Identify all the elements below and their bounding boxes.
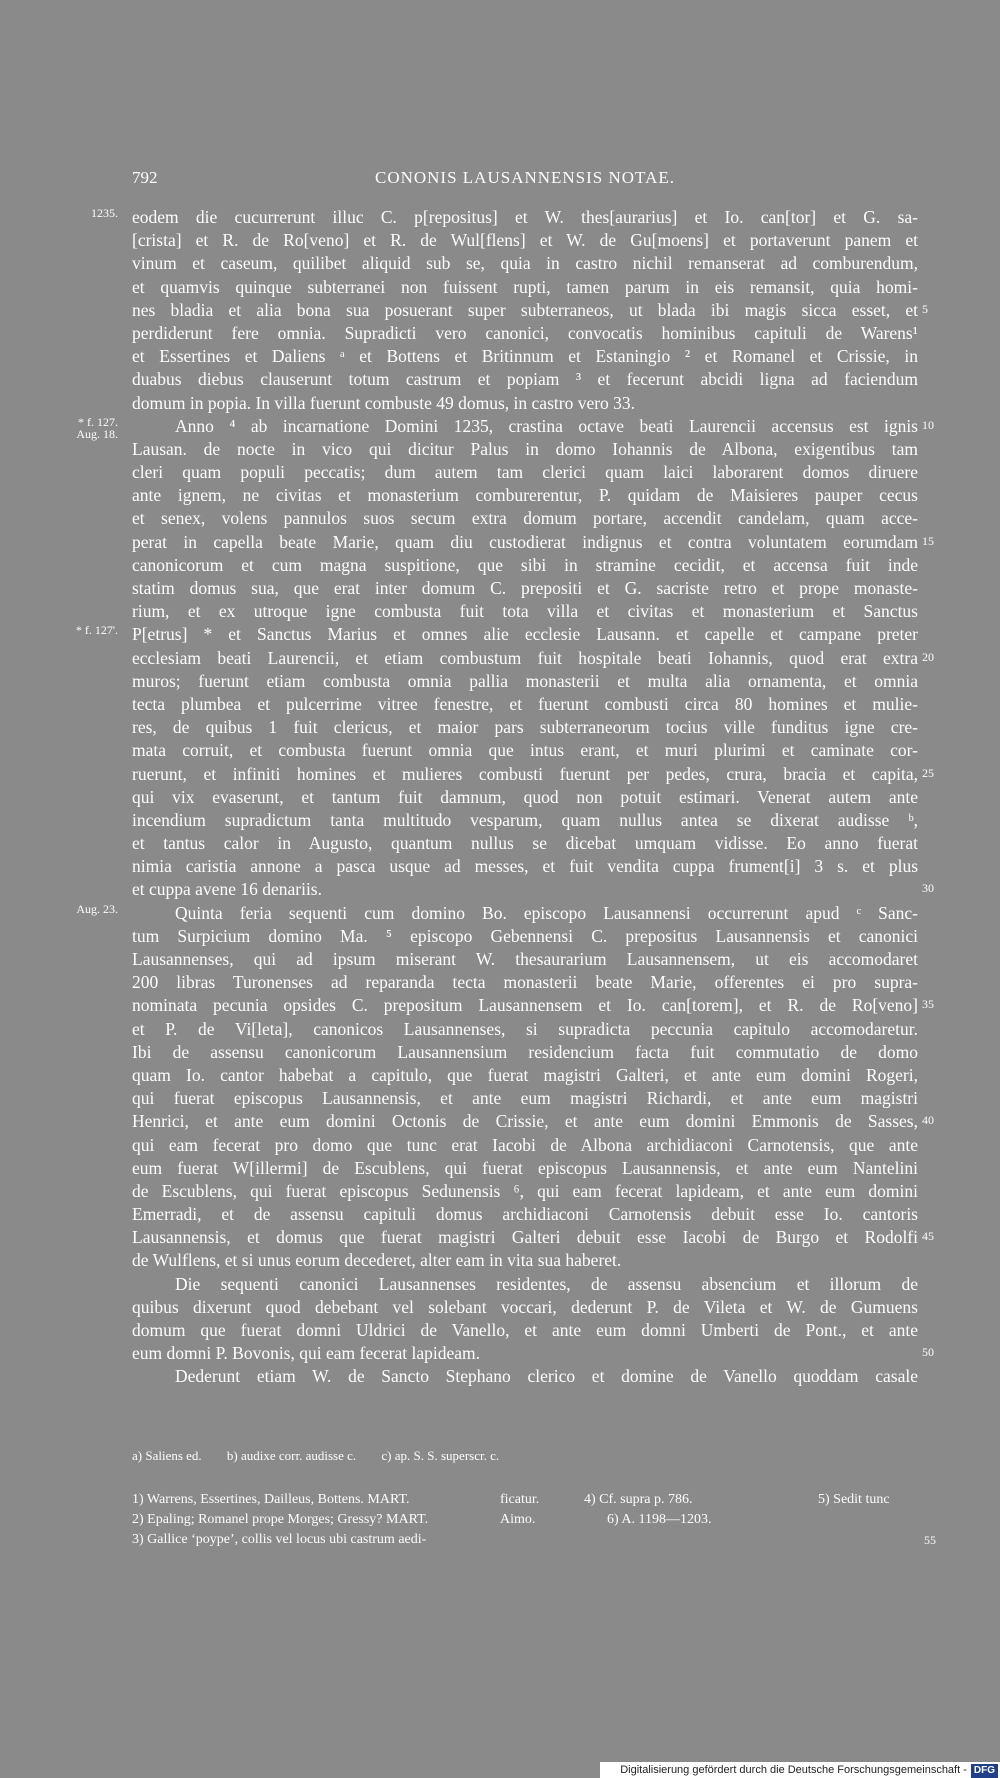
text-line: [132, 878, 934, 901]
line-text: tecta plumbea et pulcerrime vitree fenestre, et fuerunt combusti circa 80 homines et mulie-: [132, 693, 918, 714]
text-line: [132, 1203, 918, 1226]
line-text: Die sequenti canonici Lausannenses residentes, de assensu absencium et illorum de: [175, 1273, 918, 1294]
text-line: [75, 623, 918, 646]
footnote-6: 6) A. 1198—1203.: [607, 1512, 712, 1527]
line-text: Henrici, et ante eum domini Octonis de Crissie, et ante eum domini Emmonis de Sasses,: [132, 1111, 918, 1132]
page-header: [132, 168, 918, 192]
text-line: [132, 786, 918, 809]
line-text: quibus dixerunt quod debebant vel solebant voccari, dederunt P. de Vileta et W. de Gumuens: [132, 1296, 918, 1317]
line-text: de Wulflens, et si unus eorum decederet, alter eam in vita sua haberet.: [132, 1250, 622, 1271]
line-text: qui fuerat episcopus Lausannensis, et ante eum magistri Richardi, et ante eum magistri: [132, 1088, 918, 1109]
line-text: et Essertines et Daliens ᵃ et Bottens et Britinnum et Estaningio ² et Romanel et Crissie, in: [132, 346, 918, 367]
line-text: et quamvis quinque subterranei non fuissent rupti, tamen parum in eis remansit, quia homi-: [132, 276, 918, 297]
line-text: eum domni P. Bovonis, qui eam fecerat lapideam.: [132, 1343, 480, 1364]
footnote-4: 4) Cf. supra p. 786.: [584, 1492, 693, 1507]
line-text: Lausannensis, et domus que fuerat magistri Galteri debuit esse Iacobi de Burgo et Rodolfi: [132, 1227, 918, 1248]
text-line: [132, 507, 918, 530]
text-line: [132, 299, 928, 322]
text-line: [132, 461, 918, 484]
line-text: domum que fuerat domni Uldrici de Vanello, et ante eum domni Umberti de Pont., et ante: [132, 1320, 918, 1340]
text-line: [132, 229, 918, 252]
apparatus-note-b: b) audixe corr. audisse c.: [226, 1448, 357, 1463]
text-line: [132, 1365, 918, 1388]
line-text: domum in popia. In villa fuerunt combuste 49 domus, in castro vero 33.: [132, 392, 636, 413]
line-number: 25: [922, 765, 934, 780]
text-line: [132, 1273, 918, 1296]
text-line: [132, 322, 918, 345]
line-text: canonicorum et cum magna suspitione, que sibi in stramine cecidit, et accensa fuit inde: [132, 554, 918, 575]
line-text: eum fuerat W[illermi] de Escublens, qui fuerat episcopus Lausannensis, et ante eum Nantelini: [132, 1157, 918, 1178]
line-text: et tantus calor in Augusto, quantum nullus se dicebat umquam vidisse. Eo anno fuerat: [132, 833, 918, 854]
line-text: ecclesiam beati Laurencii, et etiam combustum fuit hospitale beati Iohannis, quod erat extra: [132, 647, 918, 668]
main-text: [75, 206, 934, 1389]
text-line: [132, 554, 918, 577]
line-text: qui eam fecerat pro domo que tunc erat Iacobi de Albona archidiaconi Carnotensis, que ante: [132, 1134, 918, 1155]
text-line: [132, 392, 918, 415]
text-line: [132, 971, 918, 994]
line-text: de Escublens, qui fuerat episcopus Sedunensis ⁶, qui eam fecerat lapideam, et ante eum domini: [132, 1180, 918, 1201]
text-line: [132, 1296, 918, 1319]
margin-note: 1235.: [91, 206, 118, 220]
text-line: [132, 577, 918, 600]
line-number: 5: [922, 301, 928, 316]
text-line: [132, 531, 934, 554]
credit-text: Digitalisierung gefördert durch die Deutsche Forschungsgemeinschaft -: [620, 1764, 967, 1776]
line-number: 20: [922, 649, 934, 664]
text-line: [132, 693, 918, 716]
text-line: [132, 948, 918, 971]
line-text: cleri quam populi peccatis; dum autem tam clerici quam laici laborarent domos diruere: [132, 462, 918, 483]
line-text: ante ignem, ne civitas et monasterium comburerentur, P. quidam de Maisieres pauper cecus: [132, 485, 918, 506]
apparatus-note-a: a) Saliens ed.: [132, 1448, 202, 1463]
footnote-1: 1) Warrens, Essertines, Dailleus, Bottens. MART.: [132, 1492, 410, 1507]
text-line: [132, 1018, 918, 1041]
line-text: mata corruit, et combusta fuerunt omnia que intus erant, et muri plurimi et caminate cor-: [132, 740, 918, 761]
line-text: nominata pecunia opsides C. prepositum Lausannensem et Io. can[torem], et R. de Ro[veno]: [132, 995, 918, 1016]
footnote-row: [132, 1530, 936, 1550]
line-text: eodem die cucurrerunt illuc C. p[repositus] et W. thes[aurarius] et Io. can[tor] et G. sa-: [132, 207, 918, 227]
line-text: perat in capella beate Marie, quam diu custodierat indignus et contra voluntatem eorumdam: [132, 531, 918, 552]
line-text: res, de quibus 1 fuit clericus, et maior pars subterraneorum tocius ville funditus igne cre-: [132, 717, 918, 738]
line-text: nimia caristia annone a pasca usque ad messes, et fuit vendita cuppa frument[i] 3 s. et plus: [132, 856, 918, 877]
text-line: [132, 1064, 918, 1087]
text-line: [132, 252, 918, 275]
line-text: statim domus sua, que erat inter domum C. prepositi et G. sacriste retro et prope monaste-: [132, 578, 918, 598]
digitization-credit: [600, 1762, 1000, 1778]
text-line: [132, 600, 918, 623]
text-line: [132, 1087, 918, 1110]
line-text: [crista] et R. de Ro[veno] et R. de Wul[flens] et W. de Gu[moens] et portaverunt panem et: [132, 230, 918, 251]
line-text: quam Io. cantor habebat a capitulo, que fuerat magistri Galteri, et ante eum domini Rogeri,: [132, 1064, 918, 1085]
line-text: Ibi de assensu canonicorum Lausannensium residencium facta fuit commutatio de domo: [132, 1041, 918, 1062]
line-text: tum Surpicium domino Ma. ⁵ episcopo Gebennensi C. prepositus Lausannensis et canonici: [132, 925, 918, 946]
line-text: duabus diebus clauserunt totum castrum et popiam ³ et fecerunt abcidi ligna ad faciendum: [132, 369, 918, 390]
text-line: [132, 484, 918, 507]
text-line: [132, 1319, 918, 1342]
line-text: qui vix evaserunt, et tantum fuit damnum, quod non potuit estimari. Venerat autem ante: [132, 786, 918, 807]
text-line: [132, 1157, 918, 1180]
margin-note: * f. 127'.: [75, 623, 118, 638]
text-line: [132, 739, 918, 762]
line-text: nes bladia et alia bona sua posuerant super subterraneos, ut blada ibi magis sicca esset, et: [132, 299, 918, 320]
line-text: Emerradi, et de assensu capituli domus archidiaconi Carnotensis debuit esse Io. cantoris: [132, 1204, 918, 1225]
footnote-row: [132, 1510, 918, 1530]
line-text: muros; fuerunt etiam combusta omnia pallia monasterii et multa alia ornamenta, et omnia: [132, 670, 918, 691]
footnote-5: 5) Sedit tunc: [818, 1492, 890, 1507]
line-number: 40: [922, 1113, 934, 1128]
text-line: [132, 670, 918, 693]
apparatus-note-c: c) ap. S. S. superscr. c.: [381, 1448, 500, 1463]
page-number: 792: [132, 168, 158, 187]
text-line: [132, 276, 918, 299]
line-text: rium, et ex utroque igne combusta fuit tota villa et civitas et monasterium et Sanctus: [132, 601, 918, 622]
line-text: vinum et caseum, quilibet aliquid sub se, quia in castro nichil remanserat ad comburendum,: [132, 253, 918, 274]
margin-note: * f. 127.: [78, 414, 118, 429]
running-title: CONONIS LAUSANNENSIS NOTAE.: [374, 168, 675, 187]
text-line: [132, 345, 918, 368]
text-line: [132, 1134, 918, 1157]
text-line: [132, 994, 934, 1017]
text-line: [132, 809, 918, 832]
text-line: [91, 206, 918, 229]
line-number: 10: [922, 417, 934, 432]
line-text: Quinta feria sequenti cum domino Bo. episcopo Lausannensi occurrerunt apud ᶜ Sanc-: [175, 902, 918, 923]
dfg-logo: DFG: [971, 1764, 998, 1778]
line-number: 55: [924, 1533, 936, 1547]
numbered-footnotes: [132, 1490, 936, 1550]
text-line: [76, 414, 934, 441]
line-text: et senex, volens pannulos suos secum extra domum portare, accendit candelam, quam acce-: [132, 508, 918, 529]
text-line: [132, 855, 918, 878]
text-line: [132, 1041, 918, 1064]
text-line: [132, 925, 918, 948]
text-line: [132, 1342, 934, 1365]
footnote-3-cont: ficatur.: [500, 1492, 540, 1507]
line-text: 200 libras Turonenses ad reparanda tecta monasterii beate Marie, offerentes ei pro supra-: [132, 972, 918, 993]
footnote-row: [132, 1490, 918, 1510]
text-line: [132, 716, 918, 739]
text-line: [132, 1110, 934, 1133]
line-text: P[etrus] * et Sanctus Marius et omnes alie ecclesie Lausann. et capelle et campane preter: [132, 624, 918, 645]
line-text: Lausan. de nocte in vico qui dicitur Palus in domo Iohannis de Albona, exigentibus tam: [132, 438, 918, 459]
footnote-3: 3) Gallice ‘poype’, collis vel locus ubi castrum aedi-: [132, 1532, 427, 1547]
text-line: [132, 832, 918, 855]
margin-date: Aug. 18.: [76, 426, 118, 441]
text-line: [132, 1249, 918, 1272]
line-text: Lausannenses, qui ad ipsum miserant W. thesaurarium Lausannensem, ut eis accomodaret: [132, 949, 918, 969]
footnote-2: 2) Epaling; Romanel prope Morges; Gressy? MART.: [132, 1512, 429, 1527]
text-line: [132, 763, 934, 786]
text-line: [132, 647, 934, 670]
line-number: 30: [922, 881, 934, 896]
line-number: 15: [922, 533, 934, 548]
line-text: Dederunt etiam W. de Sancto Stephano clerico et domine de Vanello quoddam casale: [175, 1366, 918, 1387]
margin-note: Aug. 23.: [76, 901, 118, 916]
line-text: ruerunt, et infiniti homines et mulieres combusti fuerunt per pedes, crura, bracia et capita,: [132, 763, 918, 784]
line-number: 35: [922, 997, 934, 1012]
text-line: [132, 368, 918, 391]
line-text: perdiderunt fere omnia. Supradicti vero canonici, convocatis hominibus capituli de Warens¹: [132, 322, 918, 343]
text-line: [132, 1226, 934, 1249]
footnote-5-cont: Aimo.: [500, 1512, 536, 1527]
line-text: incendium supradictum tanta multitudo vesparum, quam nullus antea se dixerat audisse ᵇ,: [132, 809, 918, 830]
text-line: [132, 438, 918, 461]
line-text: et P. de Vi[leta], canonicos Lausannenses, si supradicta peccunia capitulo accomodaretur.: [132, 1018, 918, 1039]
line-number: 50: [922, 1345, 934, 1360]
text-line: [76, 901, 918, 925]
line-number: 45: [922, 1229, 934, 1244]
line-text: et cuppa avene 16 denariis.: [132, 879, 322, 900]
apparatus-notes: [132, 1448, 918, 1464]
line-text: Anno ⁴ ab incarnatione Domini 1235, crastina octave beati Laurencii accensus est ignis: [175, 415, 918, 436]
text-line: [132, 1180, 918, 1203]
